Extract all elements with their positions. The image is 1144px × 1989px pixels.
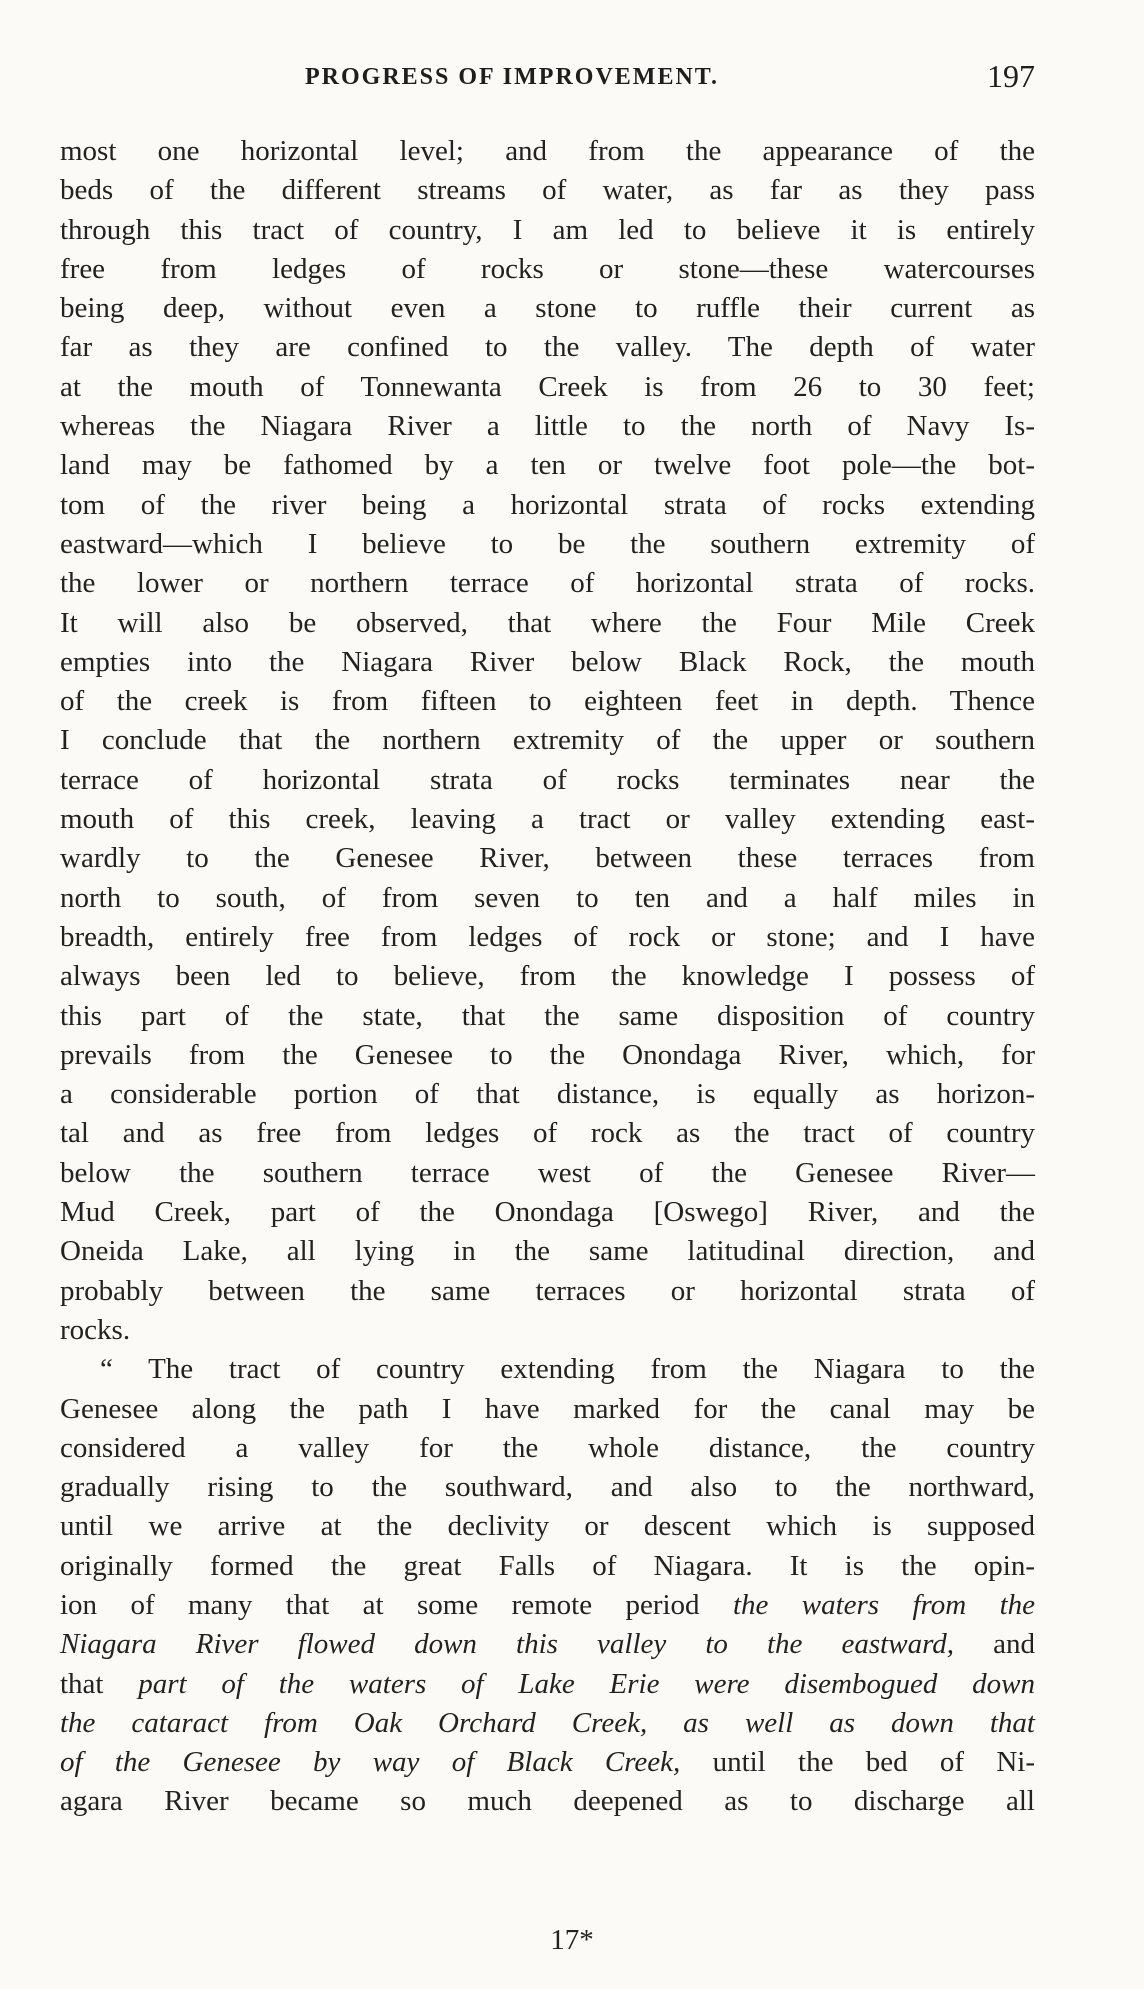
text-line: at the mouth of Tonnewanta Creek is from 26 to 30 feet; bbox=[60, 370, 1035, 403]
text-run: and bbox=[954, 1628, 1035, 1661]
text-line: Mud Creek, part of the Onondaga [Oswego] River, and the bbox=[60, 1196, 1035, 1229]
text-line: agara River became so much deepened as to discharge all bbox=[60, 1785, 1035, 1818]
text-line: I conclude that the northern extremity of the upper or southern bbox=[60, 724, 1035, 757]
text-line bbox=[60, 1586, 1035, 1625]
text-line: free from ledges of rocks or stone—these watercourses bbox=[60, 252, 1035, 285]
page-number: 197 bbox=[987, 58, 1035, 94]
text-line: empties into the Niagara River below Black Rock, the mouth bbox=[60, 645, 1035, 678]
page-header bbox=[60, 60, 1035, 100]
italic-run: Niagara River flowed down this valley to the eastward, bbox=[60, 1628, 955, 1661]
text-line: considered a valley for the whole distance, the country bbox=[60, 1431, 1035, 1464]
paragraph-2 bbox=[60, 1350, 1035, 1822]
text-line: always been led to believe, from the knowledge I possess of bbox=[60, 960, 1035, 993]
text-line: tom of the river being a horizontal strata of rocks extending bbox=[60, 488, 1035, 521]
text-line: eastward—which I believe to be the southern extremity of bbox=[60, 527, 1035, 560]
text-line: rocks. bbox=[60, 1313, 131, 1346]
text-line: originally formed the great Falls of Niagara. It is the opin- bbox=[60, 1549, 1035, 1582]
text-line: “ The tract of country extending from the Niagara to the bbox=[100, 1353, 1035, 1386]
text-line: until we arrive at the declivity or descent which is supposed bbox=[60, 1510, 1035, 1543]
text-line: below the southern terrace west of the Genesee River— bbox=[60, 1156, 1035, 1189]
text-line: whereas the Niagara River a little to the north of Navy Is- bbox=[60, 410, 1035, 443]
text-line: wardly to the Genesee River, between these terraces from bbox=[60, 842, 1035, 875]
text-run: ion of many that at some remote period bbox=[60, 1588, 733, 1621]
paragraph-1 bbox=[60, 132, 1035, 1350]
text-line: most one horizontal level; and from the appearance of the bbox=[60, 135, 1035, 167]
text-line: land may be fathomed by a ten or twelve foot pole—the bot- bbox=[60, 449, 1035, 482]
text-line: It will also be observed, that where the Four Mile Creek bbox=[60, 606, 1035, 639]
text-line: mouth of this creek, leaving a tract or valley extending east- bbox=[60, 803, 1035, 836]
text-line: through this tract of country, I am led to believe it is entirely bbox=[60, 213, 1035, 246]
text-line bbox=[60, 1625, 1035, 1664]
text-line: the lower or northern terrace of horizontal strata of rocks. bbox=[60, 567, 1035, 600]
text-line: probably between the same terraces or horizontal strata of bbox=[60, 1274, 1035, 1307]
text-line: the cataract from Oak Orchard Creek, as well as down that bbox=[60, 1706, 1035, 1739]
running-head: PROGRESS OF IMPROVEMENT. bbox=[305, 64, 720, 90]
text-run: that bbox=[60, 1667, 139, 1700]
text-line bbox=[60, 1665, 1035, 1704]
text-line: this part of the state, that the same disposition of country bbox=[60, 999, 1035, 1032]
text-line: far as they are confined to the valley. The depth of water bbox=[60, 331, 1035, 364]
text-line: being deep, without even a stone to ruffle their current as bbox=[60, 292, 1035, 325]
text-line: a considerable portion of that distance, is equally as horizon- bbox=[60, 1078, 1035, 1111]
italic-run: of the Genesee by way of Black Creek, bbox=[60, 1746, 681, 1779]
text-line: of the creek is from fifteen to eighteen feet in depth. Thence bbox=[60, 685, 1035, 718]
text-run: until the bed of Ni- bbox=[680, 1746, 1035, 1779]
text-line bbox=[60, 1743, 1035, 1782]
text-line: breadth, entirely free from ledges of rock or stone; and I have bbox=[60, 920, 1035, 953]
text-line: Oneida Lake, all lying in the same latitudinal direction, and bbox=[60, 1235, 1035, 1268]
text-line: beds of the different streams of water, as far as they pass bbox=[60, 174, 1035, 207]
text-line: tal and as free from ledges of rock as the tract of country bbox=[60, 1117, 1035, 1150]
italic-run: part of the waters of Lake Erie were disembogued down bbox=[138, 1667, 1035, 1700]
italic-run: the waters from the bbox=[732, 1588, 1035, 1621]
body-text bbox=[60, 132, 1035, 1822]
text-line: north to south, of from seven to ten and a half miles in bbox=[60, 881, 1035, 914]
text-line: terrace of horizontal strata of rocks terminates near the bbox=[60, 763, 1035, 796]
text-line: gradually rising to the southward, and also to the northward, bbox=[60, 1471, 1035, 1504]
text-line: Genesee along the path I have marked for the canal may be bbox=[60, 1392, 1035, 1425]
signature-mark: 17* bbox=[550, 1924, 594, 1956]
text-line: prevails from the Genesee to the Onondaga River, which, for bbox=[60, 1038, 1035, 1071]
